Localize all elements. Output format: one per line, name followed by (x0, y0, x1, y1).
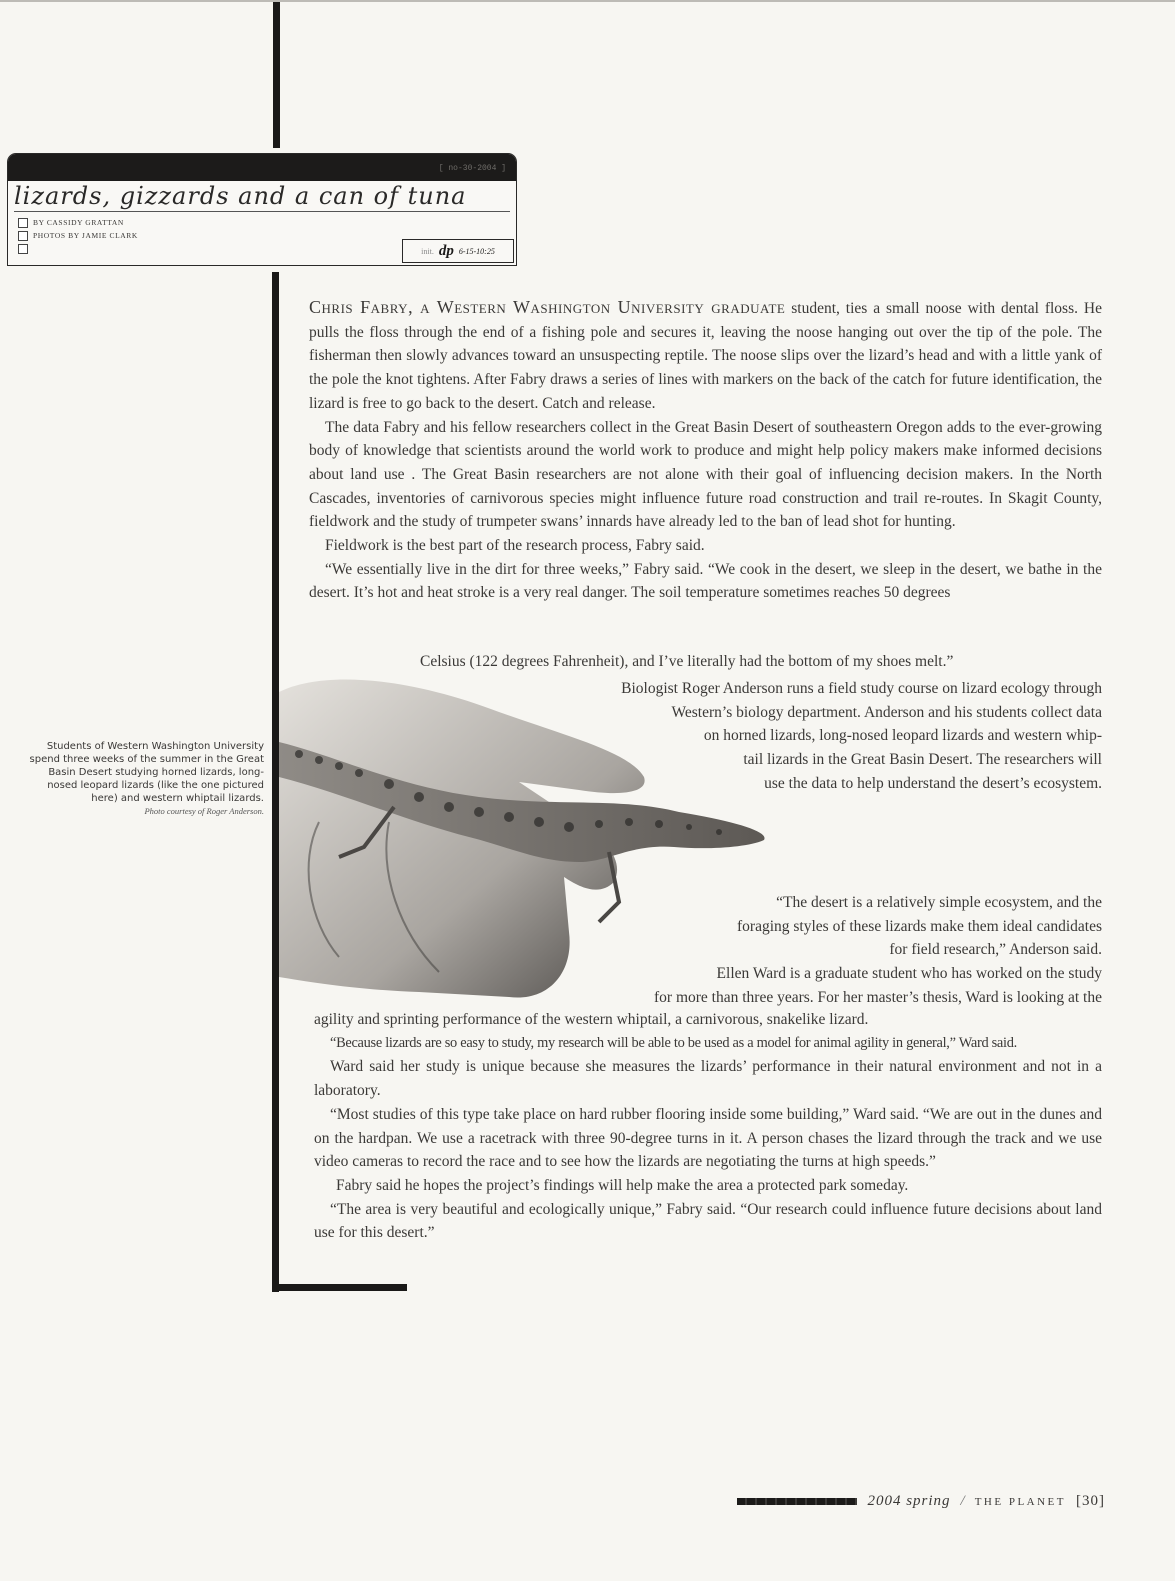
paragraph-7-rest: agility and sprinting performance of the western whiptail, a carnivorous, snakelike lizard. (314, 1011, 869, 1028)
header-bar (8, 154, 516, 181)
paragraph-11: Fabry said he hopes the project’s findings will help make the area a protected park someday. (336, 1176, 909, 1194)
issue-code: [ no-30-2004 ] (438, 164, 506, 173)
checkbox-icon (18, 244, 28, 254)
article-body-wrap-2 (300, 891, 1102, 1010)
article-body-wrap (530, 677, 1102, 796)
paragraph-7-line-1: Ellen Ward is a graduate student who has worked on the study (716, 965, 1102, 983)
top-rule (0, 0, 1175, 2)
paragraph-4-end: Celsius (122 degrees Fahrenheit), and I’ve literally had the bottom of my shoes melt.” (420, 653, 954, 670)
stamp-time: 6-15-10:25 (458, 246, 495, 256)
stamp-initials: dp (438, 242, 454, 259)
paragraph-1 (309, 296, 1102, 416)
paragraph-6-line-1: “The desert is a relatively simple ecosystem, and the (776, 894, 1102, 911)
paragraph-8: “Because lizards are so easy to study, my research will be able to be used as a model for animal agility in general,” Ward said. (330, 1034, 1017, 1051)
paragraph-6-line-3: for field research,” Anderson said. (889, 941, 1102, 959)
article-header-card (7, 153, 517, 266)
article-body-bottom (314, 1008, 1102, 1245)
credits (18, 216, 138, 255)
footer-separator: / (960, 1493, 965, 1509)
photo-credit: PHOTOS BY JAMIE CLARK (33, 231, 138, 240)
paragraph-1-text: student, ties a small noose with dental floss. He pulls the floss through the end of a fishing pole and secures it, leaving the noose hanging out over the tip of the pole. The fisherman then slowly advances toward an unsuspecting reptile. The noose slips over the lizard’s head and with a little yank of the pole the knot tightens. After Fabry draws a series of lines with markers on the back of the catch for future identification, the lizard is free to go back to the desert. Catch and release. (309, 300, 1102, 412)
page-footer (737, 1493, 1105, 1510)
issue-label: 2004 spring (867, 1493, 951, 1509)
byline: BY CASSIDY GRATTAN (33, 218, 124, 227)
photo-caption (26, 740, 264, 818)
paragraph-5-line-1: Biologist Roger Anderson runs a field study course on lizard ecology through (621, 680, 1102, 697)
paragraph-6-line-2: foraging styles of these lizards make them ideal candidates (737, 917, 1102, 935)
page-number: [30] (1076, 1493, 1105, 1509)
vertical-rule-main (272, 272, 279, 1292)
paragraph-5-line-3: on horned lizards, long-nosed leopard lizards and western whip- (703, 727, 1102, 745)
initials-stamp (402, 239, 514, 263)
byline-row (18, 216, 138, 229)
paragraph-7-line-2: for more than three years. For her master’s thesis, Ward is looking at the (654, 988, 1102, 1006)
paragraph-10: “Most studies of this type take place on hard rubber flooring inside some building,” Ward said. “We are out in the dunes and on the hardpan. We use a racetrack with three 90-degree turns in it. A person chases the lizard through the track and we use video cameras to record the race and to see how the lizards are negotiating the turns at high speeds.” (314, 1105, 1102, 1171)
paragraph-3: Fieldwork is the best part of the research process, Fabry said. (325, 537, 705, 555)
paragraph-4: “We essentially live in the dirt for three weeks,” Fabry said. “We cook in the desert, we sleep in the desert, we bathe in the desert. It’s hot and heat stroke is a very real danger. The soil temperature sometimes reaches 50 degrees (309, 560, 1102, 602)
paragraph-5-line-4: tail lizards in the Great Basin Desert. The researchers will (743, 751, 1102, 769)
paragraph-5-line-2: Western’s biology department. Anderson and his students collect data (671, 703, 1102, 721)
paragraph-2: The data Fabry and his fellow researchers collect in the Great Basin Desert of southeastern Oregon adds to the ever-growing body of knowledge that scientists around the world work to produce and might help policy makers make informed decisions about land use . The Great Basin researchers are not alone with their goal of influencing decision makers. In the North Cascades, inventories of carnivorous species might influence future road construction and trail re-routes. In Skagit County, fieldwork and the study of trumpeter swans’ innards have already led to the ban of lead shot for hunting. (309, 418, 1102, 531)
stamp-label: init. (421, 246, 434, 256)
paragraph-12: “The area is very beautiful and ecologically unique,” Fabry said. “Our research could influence future decisions about land use for this desert.” (314, 1200, 1102, 1242)
magazine-name: THE PLANET (974, 1495, 1066, 1508)
checkbox-icon (18, 231, 28, 241)
article-body-top (309, 296, 1102, 605)
article-title: lizards, gizzards and a can of tuna (14, 181, 510, 212)
photo-credit-row (18, 229, 138, 242)
empty-row (18, 242, 138, 255)
photo-credit-line: Photo courtesy of Roger Anderson. (144, 806, 264, 816)
paragraph-9: Ward said her study is unique because she measures the lizards’ performance in their natural environment and not in a laboratory. (314, 1058, 1102, 1100)
checkbox-icon (18, 218, 28, 228)
vertical-rule-top (273, 2, 280, 148)
paragraph-5-line-5: use the data to help understand the desert’s ecosystem. (764, 774, 1102, 792)
footer-rule (737, 1498, 857, 1505)
lead-caps: Chris Fabry, a Western Washington University graduate (309, 297, 786, 317)
caption-text: Students of Western Washington University spend three weeks of the summer in the Great Basin Desert studying horned lizards, long-nosed leopard lizards (like the one pictured here) and western whiptail lizards. (29, 741, 264, 804)
bottom-rule (272, 1284, 407, 1291)
